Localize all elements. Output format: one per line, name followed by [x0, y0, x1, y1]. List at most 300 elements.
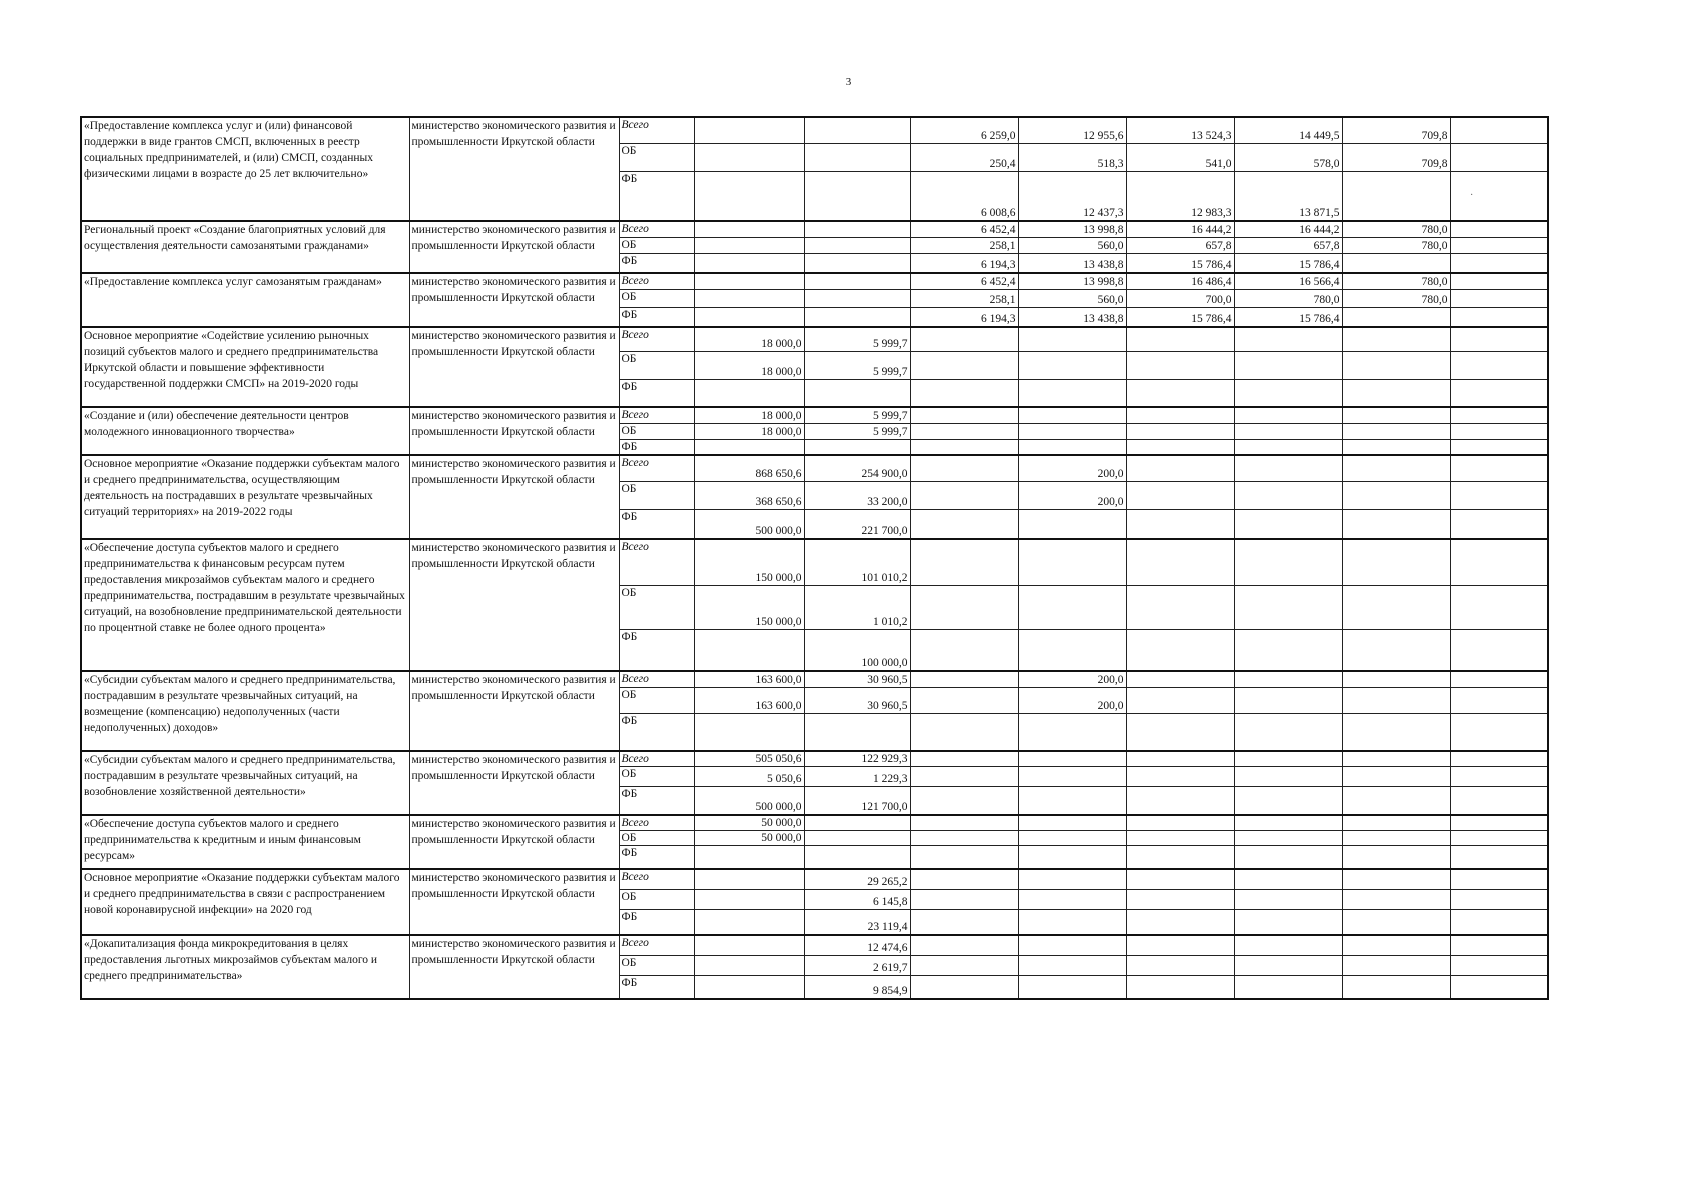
value-cell: 780,0	[1342, 273, 1450, 289]
value-cell	[804, 273, 910, 289]
value-cell	[1234, 713, 1342, 751]
value-cell	[1450, 273, 1548, 289]
value-cell	[1126, 585, 1234, 629]
value-cell	[694, 237, 804, 253]
value-cell: 1 229,3	[804, 767, 910, 787]
funding-source-cell: ФБ	[619, 629, 694, 671]
funding-source-cell: Всего	[619, 815, 694, 831]
value-cell: 780,0	[1342, 237, 1450, 253]
value-cell	[1342, 687, 1450, 713]
value-cell	[1018, 955, 1126, 975]
value-cell: 163 600,0	[694, 671, 804, 687]
value-cell: 33 200,0	[804, 481, 910, 509]
value-cell	[1342, 481, 1450, 509]
funding-source-cell: Всего	[619, 221, 694, 237]
value-cell	[1234, 955, 1342, 975]
measure-name-cell: «Субсидии субъектам малого и среднего предпринимательства, пострадавшим в результате чрезвычайных ситуаций, на возобновление хозяйственной деятельности»	[81, 751, 409, 815]
executor-cell: министерство экономического развития и промышленности Иркутской области	[409, 221, 619, 273]
value-cell	[1342, 629, 1450, 671]
budget-table-body	[81, 117, 1548, 999]
value-cell	[910, 509, 1018, 539]
value-cell	[1450, 889, 1548, 909]
measure-name-cell: «Субсидии субъектам малого и среднего предпринимательства, пострадавшим в результате чрезвычайных ситуаций, на возмещение (компенсацию) недополученных (части недополученных) доходов»	[81, 671, 409, 751]
funding-source-cell: ФБ	[619, 787, 694, 815]
value-cell	[804, 289, 910, 307]
value-cell	[1342, 713, 1450, 751]
value-cell: 868 650,6	[694, 455, 804, 481]
value-cell	[1342, 767, 1450, 787]
value-cell: 15 786,4	[1126, 253, 1234, 273]
value-cell	[1342, 869, 1450, 889]
value-cell: 505 050,6	[694, 751, 804, 767]
value-cell	[1450, 117, 1548, 143]
funding-source-cell: ОБ	[619, 143, 694, 171]
value-cell	[1126, 351, 1234, 379]
value-cell	[1450, 975, 1548, 999]
value-cell	[1018, 327, 1126, 351]
executor-cell: министерство экономического развития и промышленности Иркутской области	[409, 327, 619, 407]
value-cell	[694, 629, 804, 671]
value-cell	[1234, 751, 1342, 767]
value-cell	[1342, 585, 1450, 629]
value-cell	[1450, 815, 1548, 831]
value-cell: 14 449,5	[1234, 117, 1342, 143]
value-cell	[804, 713, 910, 751]
value-cell	[1450, 830, 1548, 845]
value-cell	[1018, 713, 1126, 751]
value-cell: 12 983,3	[1126, 171, 1234, 221]
value-cell: 6 194,3	[910, 307, 1018, 327]
value-cell	[804, 815, 910, 831]
funding-source-cell: Всего	[619, 935, 694, 955]
value-cell	[804, 379, 910, 407]
value-cell	[1234, 975, 1342, 999]
funding-source-cell: ФБ	[619, 439, 694, 455]
value-cell	[1126, 423, 1234, 439]
table-row	[81, 935, 1548, 955]
value-cell	[1126, 767, 1234, 787]
value-cell	[694, 909, 804, 935]
value-cell: 163 600,0	[694, 687, 804, 713]
value-cell	[1018, 629, 1126, 671]
value-cell	[1126, 751, 1234, 767]
funding-source-cell: ФБ	[619, 909, 694, 935]
value-cell	[1450, 253, 1548, 273]
funding-source-cell: ФБ	[619, 509, 694, 539]
value-cell: 500 000,0	[694, 787, 804, 815]
value-cell	[1234, 455, 1342, 481]
value-cell: 6 259,0	[910, 117, 1018, 143]
value-cell	[694, 253, 804, 273]
value-cell	[1126, 909, 1234, 935]
value-cell	[1018, 909, 1126, 935]
value-cell: 1 010,2	[804, 585, 910, 629]
value-cell	[694, 713, 804, 751]
value-cell	[1126, 815, 1234, 831]
value-cell	[1450, 237, 1548, 253]
value-cell	[1450, 869, 1548, 889]
value-cell	[910, 423, 1018, 439]
value-cell: 122 929,3	[804, 751, 910, 767]
value-cell	[1018, 889, 1126, 909]
value-cell	[804, 253, 910, 273]
value-cell: 50 000,0	[694, 815, 804, 831]
value-cell: 6 452,4	[910, 221, 1018, 237]
value-cell	[910, 955, 1018, 975]
funding-source-cell: Всего	[619, 117, 694, 143]
value-cell: 254 900,0	[804, 455, 910, 481]
table-row	[81, 221, 1548, 237]
value-cell: 16 566,4	[1234, 273, 1342, 289]
value-cell	[1342, 171, 1450, 221]
value-cell: 200,0	[1018, 671, 1126, 687]
executor-cell: министерство экономического развития и промышленности Иркутской области	[409, 539, 619, 671]
value-cell: 368 650,6	[694, 481, 804, 509]
value-cell: 5 050,6	[694, 767, 804, 787]
funding-source-cell: Всего	[619, 671, 694, 687]
value-cell	[694, 975, 804, 999]
value-cell	[1018, 975, 1126, 999]
value-cell: 16 444,2	[1234, 221, 1342, 237]
funding-source-cell: ФБ	[619, 845, 694, 869]
value-cell: 12 955,6	[1018, 117, 1126, 143]
value-cell	[1234, 830, 1342, 845]
value-cell	[1126, 455, 1234, 481]
value-cell	[694, 289, 804, 307]
value-cell	[804, 830, 910, 845]
value-cell: 18 000,0	[694, 327, 804, 351]
value-cell	[1018, 787, 1126, 815]
value-cell	[1018, 379, 1126, 407]
value-cell	[1450, 935, 1548, 955]
value-cell: 101 010,2	[804, 539, 910, 585]
table-row	[81, 671, 1548, 687]
value-cell	[1018, 751, 1126, 767]
funding-source-cell: ОБ	[619, 423, 694, 439]
value-cell	[1234, 935, 1342, 955]
funding-source-cell: Всего	[619, 273, 694, 289]
value-cell	[1342, 407, 1450, 423]
value-cell	[1126, 975, 1234, 999]
measure-name-cell: «Обеспечение доступа субъектов малого и среднего предпринимательства к финансовым ресурсам путем предоставления микрозаймов субъектам малого и среднего предпринимательства, пострадавшим в результате чрезвычайных ситуаций, на возобновление предпринимательской деятельности по процентной ставке не более одного процента»	[81, 539, 409, 671]
value-cell: 150 000,0	[694, 539, 804, 585]
value-cell: 6 008,6	[910, 171, 1018, 221]
value-cell	[1450, 379, 1548, 407]
value-cell: 5 999,7	[804, 351, 910, 379]
value-cell	[804, 221, 910, 237]
funding-source-cell: ОБ	[619, 237, 694, 253]
executor-cell: министерство экономического развития и промышленности Иркутской области	[409, 273, 619, 327]
executor-cell: министерство экономического развития и промышленности Иркутской области	[409, 455, 619, 539]
table-row	[81, 273, 1548, 289]
funding-source-cell: ОБ	[619, 351, 694, 379]
value-cell	[1018, 815, 1126, 831]
value-cell	[694, 845, 804, 869]
value-cell: 13 438,8	[1018, 307, 1126, 327]
value-cell	[1126, 869, 1234, 889]
value-cell	[1342, 423, 1450, 439]
table-row	[81, 455, 1548, 481]
executor-cell: министерство экономического развития и промышленности Иркутской области	[409, 671, 619, 751]
value-cell	[1342, 751, 1450, 767]
value-cell	[1018, 539, 1126, 585]
value-cell	[910, 909, 1018, 935]
value-cell	[1234, 481, 1342, 509]
stray-mark: ·	[1470, 190, 1474, 201]
value-cell	[910, 407, 1018, 423]
value-cell	[910, 935, 1018, 955]
value-cell	[694, 889, 804, 909]
table-row	[81, 869, 1548, 889]
table-row	[81, 539, 1548, 585]
value-cell	[1126, 787, 1234, 815]
funding-source-cell: ФБ	[619, 713, 694, 751]
funding-source-cell: ОБ	[619, 955, 694, 975]
value-cell	[910, 830, 1018, 845]
value-cell	[1234, 889, 1342, 909]
value-cell	[1018, 585, 1126, 629]
value-cell: 6 145,8	[804, 889, 910, 909]
funding-source-cell: Всего	[619, 869, 694, 889]
value-cell: 13 998,8	[1018, 221, 1126, 237]
value-cell: 30 960,5	[804, 671, 910, 687]
value-cell	[1018, 423, 1126, 439]
value-cell	[1450, 671, 1548, 687]
value-cell	[1342, 455, 1450, 481]
value-cell	[1018, 935, 1126, 955]
value-cell	[1126, 407, 1234, 423]
value-cell	[1234, 767, 1342, 787]
value-cell: 18 000,0	[694, 407, 804, 423]
value-cell: 29 265,2	[804, 869, 910, 889]
value-cell	[1450, 423, 1548, 439]
value-cell	[1342, 815, 1450, 831]
value-cell: 657,8	[1126, 237, 1234, 253]
value-cell	[910, 845, 1018, 869]
executor-cell: министерство экономического развития и промышленности Иркутской области	[409, 935, 619, 999]
value-cell	[1018, 845, 1126, 869]
funding-source-cell: ОБ	[619, 687, 694, 713]
measure-name-cell: Основное мероприятие «Содействие усилению рыночных позиций субъектов малого и среднего предпринимательства Иркутской области и повышение эффективности государственной поддержки СМСП» на 2019-2020 годы	[81, 327, 409, 407]
value-cell	[804, 237, 910, 253]
value-cell	[1450, 143, 1548, 171]
value-cell	[1450, 687, 1548, 713]
value-cell	[1450, 509, 1548, 539]
value-cell	[1450, 171, 1548, 221]
value-cell	[1234, 687, 1342, 713]
value-cell: 6 194,3	[910, 253, 1018, 273]
value-cell	[804, 845, 910, 869]
measure-name-cell: «Докапитализация фонда микрокредитования в целях предоставления льготных микрозаймов субъектам малого и среднего предпринимательства»	[81, 935, 409, 999]
page-number: 3	[845, 76, 852, 88]
value-cell	[1126, 327, 1234, 351]
value-cell: 250,4	[910, 143, 1018, 171]
value-cell: 258,1	[910, 237, 1018, 253]
value-cell	[1342, 539, 1450, 585]
value-cell	[910, 869, 1018, 889]
value-cell	[694, 869, 804, 889]
value-cell	[694, 143, 804, 171]
value-cell	[694, 117, 804, 143]
value-cell	[1234, 439, 1342, 455]
value-cell: 121 700,0	[804, 787, 910, 815]
table-row	[81, 815, 1548, 831]
value-cell	[1018, 439, 1126, 455]
value-cell	[1126, 830, 1234, 845]
value-cell	[1342, 509, 1450, 539]
funding-source-cell: Всего	[619, 539, 694, 585]
value-cell	[1234, 845, 1342, 869]
value-cell	[1450, 327, 1548, 351]
value-cell	[1234, 423, 1342, 439]
value-cell	[1126, 629, 1234, 671]
value-cell: 780,0	[1342, 289, 1450, 307]
value-cell	[1126, 439, 1234, 455]
executor-cell: министерство экономического развития и промышленности Иркутской области	[409, 751, 619, 815]
value-cell	[694, 171, 804, 221]
value-cell	[910, 481, 1018, 509]
funding-source-cell: ФБ	[619, 171, 694, 221]
value-cell: 709,8	[1342, 117, 1450, 143]
value-cell	[1450, 407, 1548, 423]
value-cell	[1342, 909, 1450, 935]
value-cell: 2 619,7	[804, 955, 910, 975]
value-cell: 657,8	[1234, 237, 1342, 253]
value-cell	[1342, 351, 1450, 379]
value-cell: 560,0	[1018, 237, 1126, 253]
value-cell: 15 786,4	[1126, 307, 1234, 327]
value-cell	[1234, 539, 1342, 585]
funding-source-cell: ОБ	[619, 481, 694, 509]
value-cell	[694, 955, 804, 975]
value-cell: 5 999,7	[804, 327, 910, 351]
value-cell	[1234, 407, 1342, 423]
funding-source-cell: Всего	[619, 407, 694, 423]
value-cell	[1018, 869, 1126, 889]
value-cell	[910, 713, 1018, 751]
value-cell	[910, 629, 1018, 671]
value-cell	[1450, 845, 1548, 869]
value-cell	[1450, 767, 1548, 787]
funding-source-cell: ОБ	[619, 830, 694, 845]
value-cell	[1018, 830, 1126, 845]
value-cell	[910, 351, 1018, 379]
value-cell: 258,1	[910, 289, 1018, 307]
table-row	[81, 327, 1548, 351]
value-cell	[804, 171, 910, 221]
value-cell	[1234, 671, 1342, 687]
value-cell	[1234, 629, 1342, 671]
value-cell	[910, 767, 1018, 787]
value-cell	[910, 751, 1018, 767]
value-cell	[1450, 787, 1548, 815]
value-cell: 780,0	[1342, 221, 1450, 237]
value-cell	[1018, 407, 1126, 423]
value-cell	[1450, 539, 1548, 585]
value-cell	[1126, 935, 1234, 955]
funding-source-cell: ФБ	[619, 253, 694, 273]
value-cell: 700,0	[1126, 289, 1234, 307]
value-cell	[1234, 585, 1342, 629]
value-cell	[1126, 539, 1234, 585]
funding-source-cell: ОБ	[619, 767, 694, 787]
value-cell	[1342, 955, 1450, 975]
value-cell	[1342, 327, 1450, 351]
value-cell	[1126, 671, 1234, 687]
value-cell	[1450, 481, 1548, 509]
measure-name-cell: Основное мероприятие «Оказание поддержки субъектам малого и среднего предпринимательства, осуществляющим деятельность на пострадавших в результате чрезвычайных ситуаций территориях» на 2019-2022 годы	[81, 455, 409, 539]
value-cell: 13 438,8	[1018, 253, 1126, 273]
funding-source-cell: Всего	[619, 751, 694, 767]
value-cell	[1018, 351, 1126, 379]
value-cell	[1342, 379, 1450, 407]
value-cell	[1126, 713, 1234, 751]
value-cell	[910, 539, 1018, 585]
value-cell	[1342, 975, 1450, 999]
budget-table	[80, 116, 1549, 1000]
value-cell: 578,0	[1234, 143, 1342, 171]
value-cell	[1234, 379, 1342, 407]
value-cell	[694, 935, 804, 955]
value-cell: 500 000,0	[694, 509, 804, 539]
value-cell	[1234, 869, 1342, 889]
table-row	[81, 751, 1548, 767]
value-cell	[804, 117, 910, 143]
measure-name-cell: «Обеспечение доступа субъектов малого и среднего предпринимательства к кредитным и иным финансовым ресурсам»	[81, 815, 409, 870]
value-cell	[694, 307, 804, 327]
value-cell	[1234, 327, 1342, 351]
value-cell: 9 854,9	[804, 975, 910, 999]
value-cell	[910, 455, 1018, 481]
value-cell	[804, 439, 910, 455]
table-row	[81, 117, 1548, 143]
value-cell	[1234, 509, 1342, 539]
table-row	[81, 407, 1548, 423]
value-cell	[1126, 955, 1234, 975]
value-cell: 780,0	[1234, 289, 1342, 307]
value-cell: 200,0	[1018, 455, 1126, 481]
value-cell	[910, 327, 1018, 351]
funding-source-cell: ОБ	[619, 585, 694, 629]
value-cell	[1342, 307, 1450, 327]
value-cell	[694, 439, 804, 455]
value-cell: 5 999,7	[804, 423, 910, 439]
value-cell: 30 960,5	[804, 687, 910, 713]
value-cell	[1342, 671, 1450, 687]
value-cell: 18 000,0	[694, 423, 804, 439]
funding-source-cell: ФБ	[619, 975, 694, 999]
value-cell: 15 786,4	[1234, 307, 1342, 327]
value-cell: 221 700,0	[804, 509, 910, 539]
value-cell	[1342, 253, 1450, 273]
value-cell	[1450, 351, 1548, 379]
value-cell: 150 000,0	[694, 585, 804, 629]
value-cell: 6 452,4	[910, 273, 1018, 289]
value-cell	[1450, 221, 1548, 237]
measure-name-cell: Региональный проект «Создание благоприятных условий для осуществления деятельности самозанятыми гражданами»	[81, 221, 409, 273]
value-cell	[1450, 307, 1548, 327]
value-cell	[1234, 351, 1342, 379]
funding-source-cell: Всего	[619, 327, 694, 351]
executor-cell: министерство экономического развития и промышленности Иркутской области	[409, 117, 619, 221]
value-cell	[1126, 509, 1234, 539]
value-cell	[694, 379, 804, 407]
value-cell	[910, 889, 1018, 909]
value-cell: 18 000,0	[694, 351, 804, 379]
value-cell	[1018, 767, 1126, 787]
value-cell	[1126, 379, 1234, 407]
executor-cell: министерство экономического развития и промышленности Иркутской области	[409, 815, 619, 870]
